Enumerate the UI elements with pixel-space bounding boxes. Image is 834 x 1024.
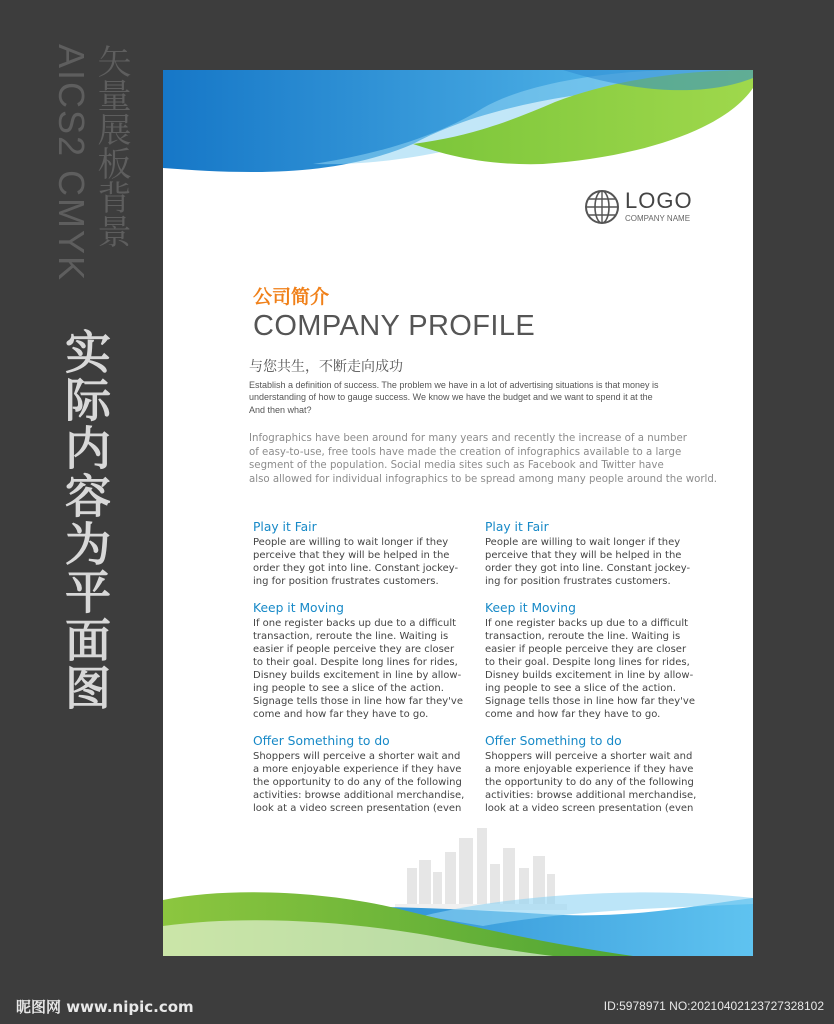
body-line: order they got into line. Constant jockey- — [485, 563, 691, 574]
company-logo — [583, 188, 743, 230]
body-line: People are willing to wait longer if they — [485, 537, 681, 548]
body-line: a more enjoyable experience if they have — [253, 764, 462, 775]
body-line: order they got into line. Constant jockey- — [253, 563, 459, 574]
side-format-label: AICS2 CMYK — [51, 44, 92, 283]
paragraph-line: segment of the population. Social media sites such as Facebook and Twitter have — [249, 460, 664, 471]
intro-paragraph — [249, 379, 709, 416]
intro-line: And then what? — [249, 404, 312, 415]
page-title: COMPANY PROFILE — [253, 310, 536, 342]
body-line: ing people to see a slice of the action. — [253, 683, 444, 694]
section-play-it-fair — [485, 520, 703, 588]
profile-sheet — [163, 70, 753, 956]
section-body — [485, 750, 703, 815]
body-line: transaction, reroute the line. Waiting is — [253, 631, 449, 642]
body-line: the opportunity to do any of the following — [253, 777, 462, 788]
globe-icon — [583, 188, 621, 226]
body-line: Disney builds excitement in line by allow- — [485, 670, 694, 681]
top-wave-graphic — [163, 70, 753, 180]
body-line: If one register backs up due to a difficult — [253, 618, 457, 629]
body-line: to their goal. Despite long lines for rides, — [253, 657, 458, 668]
section-body — [253, 617, 471, 721]
body-line: to their goal. Despite long lines for rides, — [485, 657, 690, 668]
section-body — [253, 536, 471, 588]
section-title: Offer Something to do — [485, 734, 622, 748]
section-title: Play it Fair — [485, 520, 549, 534]
body-line: activities: browse additional merchandise, — [253, 790, 465, 801]
side-note-cn: 实际内容为平面图 — [58, 328, 112, 712]
body-line: Disney builds excitement in line by allow- — [253, 670, 462, 681]
section-offer-something — [253, 734, 471, 815]
body-line: perceive that they will be helped in the — [253, 550, 450, 561]
subtitle: 与您共生，不断走向成功 — [249, 359, 403, 375]
section-play-it-fair — [253, 520, 471, 588]
body-line: come and how far they have to go. — [253, 709, 429, 720]
side-title-cn: 矢量展板背景 — [91, 44, 131, 248]
section-keep-it-moving — [485, 601, 703, 721]
section-offer-something — [485, 734, 703, 815]
title-cn: 公司简介 — [253, 286, 330, 308]
infographics-paragraph — [249, 432, 729, 486]
section-title: Offer Something to do — [253, 734, 390, 748]
section-body — [485, 536, 703, 588]
bottom-wave-graphic — [163, 886, 753, 956]
body-line: easier if people perceive they are closer — [485, 644, 687, 655]
intro-line: Establish a definition of success. The problem we have in a lot of advertising situations is that money is — [249, 380, 659, 390]
section-body — [485, 617, 703, 721]
body-line: Shoppers will perceive a shorter wait and — [485, 751, 693, 762]
body-line: look at a video screen presentation (even — [253, 803, 462, 814]
section-body — [253, 750, 471, 815]
body-line: Shoppers will perceive a shorter wait and — [253, 751, 461, 762]
body-line: perceive that they will be helped in the — [485, 550, 682, 561]
section-title: Play it Fair — [253, 520, 317, 534]
intro-line: understanding of how to gauge success. We know we have the budget and we want to spend it at the — [249, 392, 653, 403]
body-line: transaction, reroute the line. Waiting is — [485, 631, 681, 642]
logo-subtext: COMPANY NAME — [625, 214, 691, 223]
body-line: easier if people perceive they are closer — [253, 644, 455, 655]
paragraph-line: also allowed for individual infographics to be spread among many people around the world. — [249, 473, 718, 485]
left-column — [253, 520, 471, 828]
right-column — [485, 520, 703, 828]
body-line: ing for position frustrates customers. — [253, 576, 439, 587]
section-keep-it-moving — [253, 601, 471, 721]
body-line: a more enjoyable experience if they have — [485, 764, 694, 775]
body-line: come and how far they have to go. — [485, 709, 661, 720]
paragraph-line: of easy-to-use, free tools have made the creation of infographics available to a large — [249, 446, 682, 458]
body-line: People are willing to wait longer if they — [253, 537, 449, 548]
paragraph-line: Infographics have been around for many years and recently the increase of a number — [249, 433, 687, 444]
body-line: look at a video screen presentation (even — [485, 803, 694, 814]
body-line: Signage tells those in line how far they've — [253, 696, 463, 707]
section-title: Keep it Moving — [485, 601, 576, 615]
body-line: activities: browse additional merchandise, — [485, 790, 697, 801]
body-line: Signage tells those in line how far they've — [485, 696, 695, 707]
body-line: the opportunity to do any of the following — [485, 777, 694, 788]
section-title: Keep it Moving — [253, 601, 344, 615]
body-line: ing for position frustrates customers. — [485, 576, 671, 587]
image-id: ID:5978971 NO:20210402123727328102 — [603, 999, 824, 1013]
logo-text: LOGO — [625, 188, 693, 213]
site-watermark: 昵图网 www.nipic.com — [16, 998, 194, 1016]
body-line: If one register backs up due to a difficult — [485, 618, 689, 629]
body-line: ing people to see a slice of the action. — [485, 683, 676, 694]
